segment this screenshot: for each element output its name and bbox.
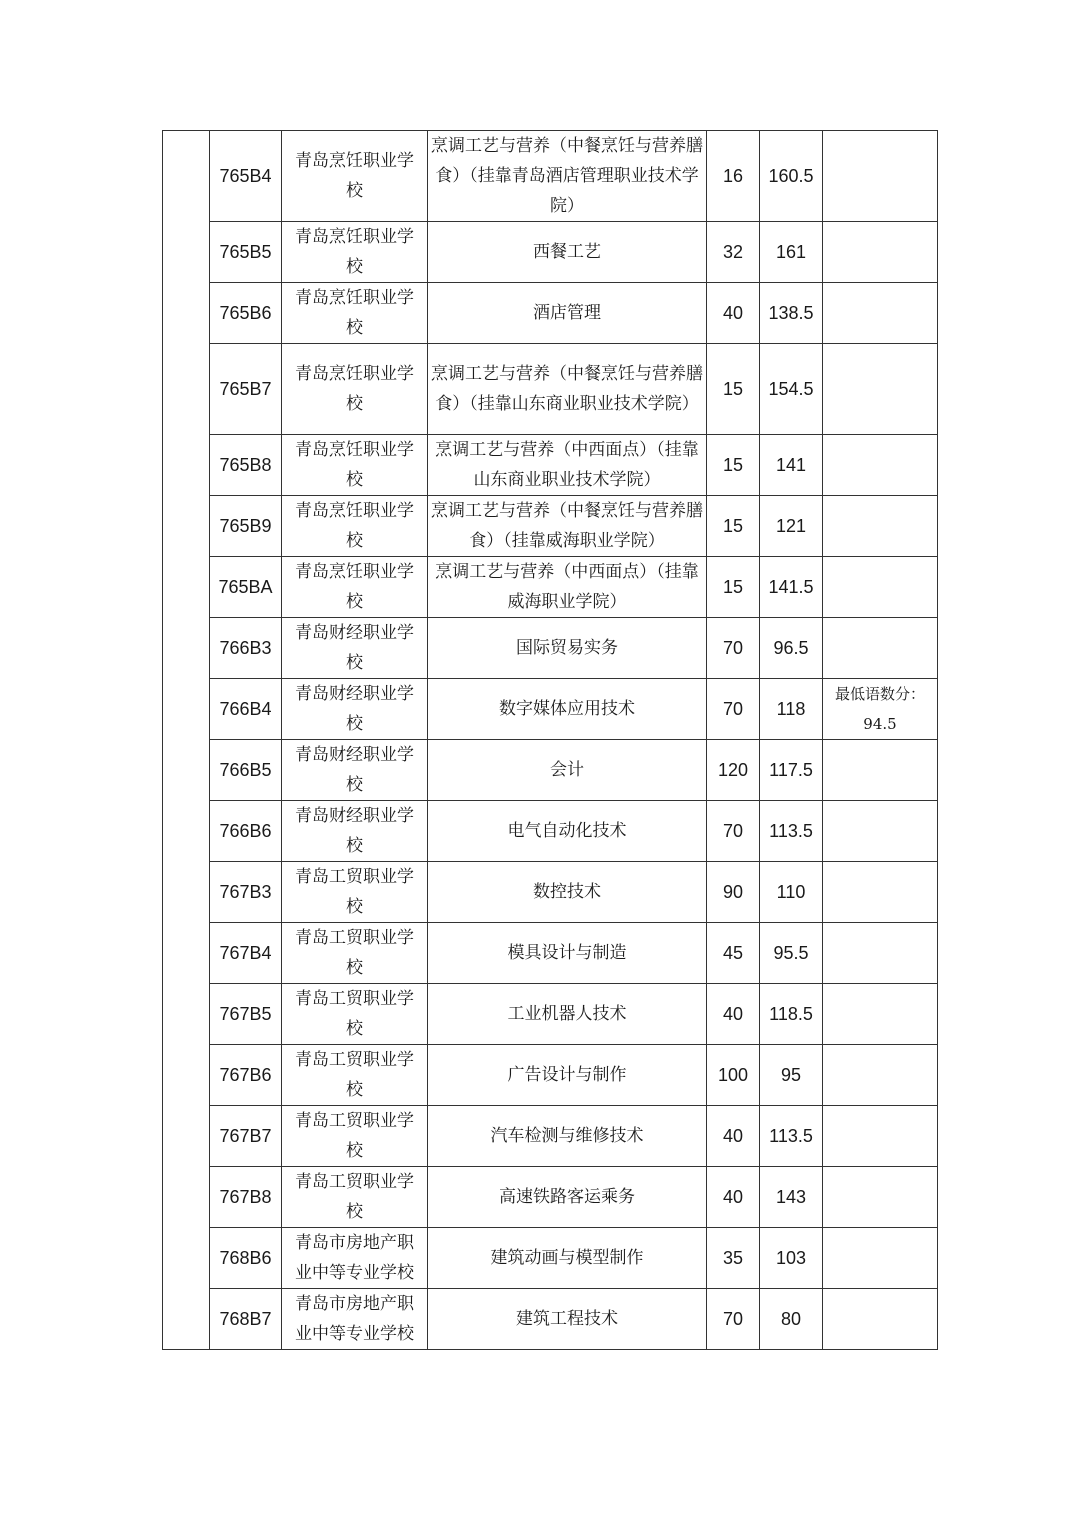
table-row — [163, 435, 938, 496]
major-cell: 汽车检测与维修技术 — [428, 1106, 707, 1167]
table-row — [163, 923, 938, 984]
school-cell — [282, 344, 428, 435]
table-row — [163, 1289, 938, 1350]
school-cell — [282, 1106, 428, 1167]
school-cell — [282, 862, 428, 923]
school-cell — [282, 496, 428, 557]
school-text: 青岛市房地产职业中等专业学校 — [295, 1294, 414, 1344]
note-cell — [823, 740, 938, 801]
note-value: 94.5 — [863, 715, 897, 733]
score-cell: 110 — [760, 862, 823, 923]
code-cell: 765B8 — [210, 435, 282, 496]
code-cell: 766B4 — [210, 679, 282, 740]
school-text: 青岛烹饪职业学校 — [295, 151, 414, 201]
school-cell — [282, 283, 428, 344]
school-text: 青岛烹饪职业学校 — [295, 440, 414, 490]
table-row — [163, 740, 938, 801]
table-row — [163, 679, 938, 740]
score-cell: 118.5 — [760, 984, 823, 1045]
major-cell: 建筑动画与模型制作 — [428, 1228, 707, 1289]
table-row — [163, 1045, 938, 1106]
school-cell — [282, 131, 428, 222]
score-cell: 96.5 — [760, 618, 823, 679]
school-cell — [282, 801, 428, 862]
code-cell: 765B7 — [210, 344, 282, 435]
quota-cell: 70 — [707, 801, 760, 862]
school-text: 青岛财经职业学校 — [295, 806, 414, 856]
school-text: 青岛烹饪职业学校 — [295, 288, 414, 338]
score-cell: 118 — [760, 679, 823, 740]
note-cell — [823, 1106, 938, 1167]
school-text: 青岛烹饪职业学校 — [295, 562, 414, 612]
code-cell: 766B6 — [210, 801, 282, 862]
school-cell — [282, 557, 428, 618]
note-cell — [823, 618, 938, 679]
school-cell — [282, 1289, 428, 1350]
quota-cell: 90 — [707, 862, 760, 923]
score-cell: 141 — [760, 435, 823, 496]
school-cell — [282, 1228, 428, 1289]
school-cell — [282, 435, 428, 496]
table-row — [163, 557, 938, 618]
school-text: 青岛工贸职业学校 — [295, 867, 414, 917]
note-cell — [823, 984, 938, 1045]
major-cell: 国际贸易实务 — [428, 618, 707, 679]
major-cell: 数控技术 — [428, 862, 707, 923]
score-cell: 121 — [760, 496, 823, 557]
code-cell: 767B6 — [210, 1045, 282, 1106]
note-cell — [823, 283, 938, 344]
code-cell: 767B7 — [210, 1106, 282, 1167]
note-cell — [823, 1045, 938, 1106]
table-row — [163, 801, 938, 862]
table-row — [163, 283, 938, 344]
code-cell: 765B9 — [210, 496, 282, 557]
quota-cell: 100 — [707, 1045, 760, 1106]
school-cell — [282, 1167, 428, 1228]
major-cell: 模具设计与制造 — [428, 923, 707, 984]
school-cell — [282, 679, 428, 740]
table-row — [163, 496, 938, 557]
major-cell: 高速铁路客运乘务 — [428, 1167, 707, 1228]
note-cell — [823, 222, 938, 283]
score-cell: 113.5 — [760, 1106, 823, 1167]
school-cell — [282, 1045, 428, 1106]
merged-category-cell — [163, 131, 210, 1350]
admission-table — [162, 130, 938, 1350]
major-cell: 烹调工艺与营养（中餐烹饪与营养膳食）（挂靠青岛酒店管理职业技术学院） — [428, 131, 707, 222]
major-cell: 工业机器人技术 — [428, 984, 707, 1045]
major-cell: 会计 — [428, 740, 707, 801]
school-text: 青岛烹饪职业学校 — [295, 227, 414, 277]
school-text: 青岛工贸职业学校 — [295, 1172, 414, 1222]
major-cell: 电气自动化技术 — [428, 801, 707, 862]
score-cell: 95 — [760, 1045, 823, 1106]
score-cell: 141.5 — [760, 557, 823, 618]
major-cell: 建筑工程技术 — [428, 1289, 707, 1350]
table-row — [163, 1228, 938, 1289]
major-cell: 烹调工艺与营养（中餐烹饪与营养膳食）（挂靠山东商业职业技术学院） — [428, 344, 707, 435]
major-cell: 数字媒体应用技术 — [428, 679, 707, 740]
note-cell — [823, 496, 938, 557]
table-row — [163, 618, 938, 679]
major-cell: 烹调工艺与营养（中餐烹饪与营养膳食）（挂靠威海职业学院） — [428, 496, 707, 557]
note-cell — [823, 344, 938, 435]
school-text: 青岛烹饪职业学校 — [295, 501, 414, 551]
score-cell: 113.5 — [760, 801, 823, 862]
quota-cell: 15 — [707, 344, 760, 435]
code-cell: 766B3 — [210, 618, 282, 679]
score-cell: 154.5 — [760, 344, 823, 435]
school-cell — [282, 740, 428, 801]
school-cell — [282, 984, 428, 1045]
score-cell: 80 — [760, 1289, 823, 1350]
table-body — [163, 131, 938, 1350]
school-text: 青岛市房地产职业中等专业学校 — [295, 1233, 414, 1283]
note-cell — [823, 862, 938, 923]
note-cell — [823, 131, 938, 222]
note-text: 最低语数分： — [834, 685, 925, 703]
quota-cell: 15 — [707, 435, 760, 496]
major-cell: 西餐工艺 — [428, 222, 707, 283]
school-text: 青岛财经职业学校 — [295, 623, 414, 673]
table-row — [163, 344, 938, 435]
score-cell: 95.5 — [760, 923, 823, 984]
school-cell — [282, 923, 428, 984]
table-row — [163, 1106, 938, 1167]
code-cell: 766B5 — [210, 740, 282, 801]
quota-cell: 15 — [707, 557, 760, 618]
table-row — [163, 131, 938, 222]
quota-cell: 15 — [707, 496, 760, 557]
note-cell — [823, 1228, 938, 1289]
note-cell — [823, 801, 938, 862]
code-cell: 765B6 — [210, 283, 282, 344]
note-cell — [823, 435, 938, 496]
code-cell: 767B4 — [210, 923, 282, 984]
school-cell — [282, 222, 428, 283]
score-cell: 103 — [760, 1228, 823, 1289]
quota-cell: 45 — [707, 923, 760, 984]
major-cell: 广告设计与制作 — [428, 1045, 707, 1106]
table-row — [163, 222, 938, 283]
note-cell — [823, 557, 938, 618]
school-text: 青岛财经职业学校 — [295, 684, 414, 734]
code-cell: 767B8 — [210, 1167, 282, 1228]
table-row — [163, 862, 938, 923]
school-text: 青岛工贸职业学校 — [295, 989, 414, 1039]
code-cell: 765B5 — [210, 222, 282, 283]
code-cell: 765BA — [210, 557, 282, 618]
major-cell: 烹调工艺与营养（中西面点）（挂靠山东商业职业技术学院） — [428, 435, 707, 496]
school-text: 青岛工贸职业学校 — [295, 928, 414, 978]
major-cell: 酒店管理 — [428, 283, 707, 344]
note-cell — [823, 679, 938, 740]
note-cell — [823, 923, 938, 984]
school-text: 青岛财经职业学校 — [295, 745, 414, 795]
code-cell: 767B3 — [210, 862, 282, 923]
note-cell — [823, 1289, 938, 1350]
quota-cell: 120 — [707, 740, 760, 801]
major-cell: 烹调工艺与营养（中西面点）（挂靠威海职业学院） — [428, 557, 707, 618]
quota-cell: 40 — [707, 984, 760, 1045]
code-cell: 767B5 — [210, 984, 282, 1045]
school-text: 青岛烹饪职业学校 — [295, 364, 414, 414]
note-cell — [823, 1167, 938, 1228]
quota-cell: 35 — [707, 1228, 760, 1289]
quota-cell: 40 — [707, 1106, 760, 1167]
score-cell: 117.5 — [760, 740, 823, 801]
quota-cell: 70 — [707, 679, 760, 740]
code-cell: 768B7 — [210, 1289, 282, 1350]
score-cell: 161 — [760, 222, 823, 283]
code-cell: 768B6 — [210, 1228, 282, 1289]
school-text: 青岛工贸职业学校 — [295, 1111, 414, 1161]
code-cell: 765B4 — [210, 131, 282, 222]
quota-cell: 70 — [707, 1289, 760, 1350]
quota-cell: 16 — [707, 131, 760, 222]
table-row — [163, 984, 938, 1045]
quota-cell: 70 — [707, 618, 760, 679]
table-row — [163, 1167, 938, 1228]
school-cell — [282, 618, 428, 679]
score-cell: 143 — [760, 1167, 823, 1228]
score-cell: 160.5 — [760, 131, 823, 222]
quota-cell: 40 — [707, 1167, 760, 1228]
school-text: 青岛工贸职业学校 — [295, 1050, 414, 1100]
score-cell: 138.5 — [760, 283, 823, 344]
quota-cell: 32 — [707, 222, 760, 283]
quota-cell: 40 — [707, 283, 760, 344]
